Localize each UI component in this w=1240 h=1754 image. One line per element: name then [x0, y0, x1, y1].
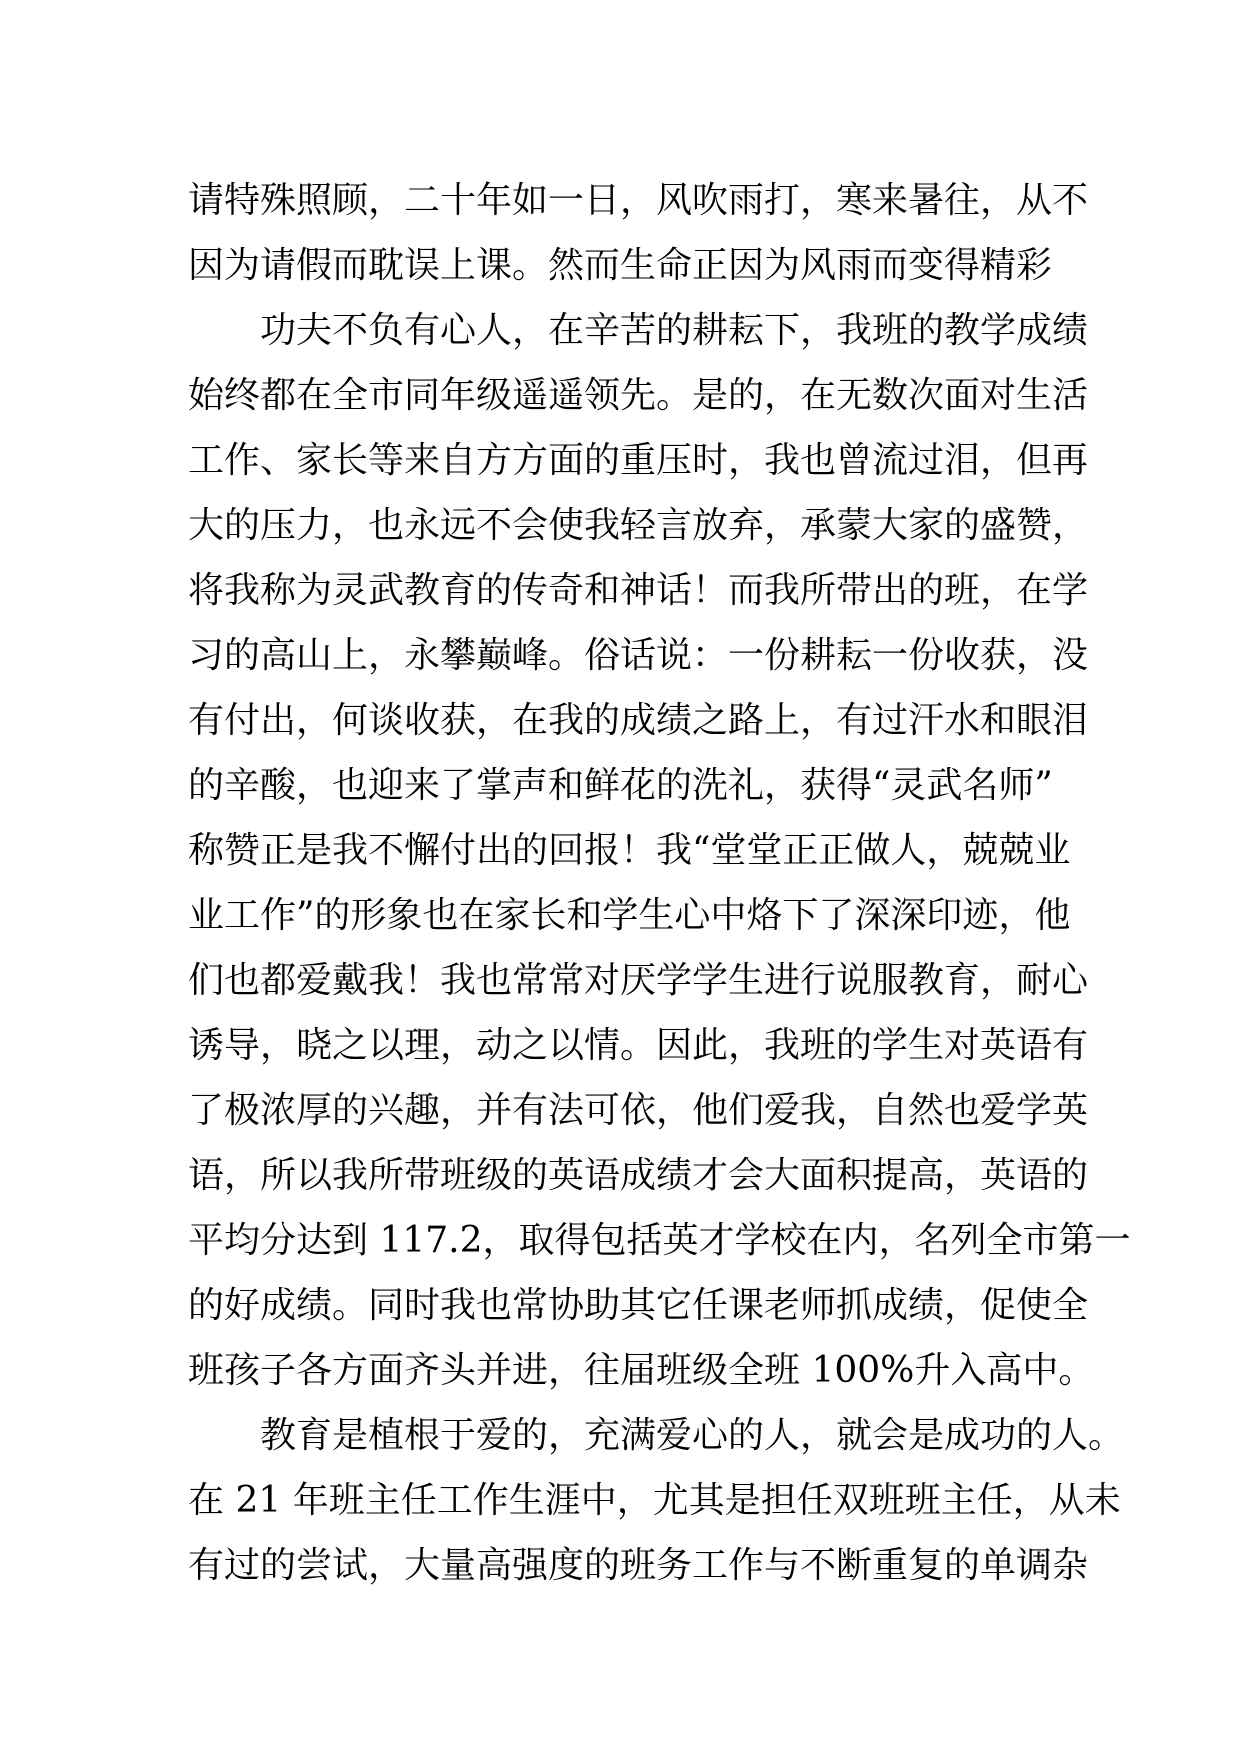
text-line: 语，所以我所带班级的英语成绩才会大面积提高，英语的 — [188, 1155, 1089, 1196]
text-line: 请特殊照顾，二十年如一日，风吹雨打，寒来暑往，从不 — [188, 180, 1089, 221]
text-line: 班孩子各方面齐头并进，往届班级全班 100%升入高中。 — [188, 1350, 1095, 1391]
text-line: 在 21 年班主任工作生涯中，尤其是担任双班班主任，从未 — [188, 1480, 1121, 1521]
text-line: 诱导，晓之以理，动之以情。因此，我班的学生对英语有 — [188, 1025, 1089, 1066]
text-line: 称赞正是我不懈付出的回报！我“堂堂正正做人，兢兢业 — [188, 830, 1071, 871]
text-line: 大的压力，也永远不会使我轻言放弃，承蒙大家的盛赞， — [188, 505, 1089, 546]
text-line: 始终都在全市同年级遥遥领先。是的，在无数次面对生活 — [188, 375, 1089, 416]
text-line: 平均分达到 117.2，取得包括英才学校在内，名列全市第一 — [188, 1220, 1131, 1261]
text-line: 的辛酸，也迎来了掌声和鲜花的洗礼，获得“灵武名师” — [188, 765, 1053, 806]
text-line: 有过的尝试，大量高强度的班务工作与不断重复的单调杂 — [188, 1545, 1089, 1586]
document-page — [188, 168, 1131, 1598]
text-line: 习的高山上，永攀巅峰。俗话说：一份耕耘一份收获，没 — [188, 635, 1089, 676]
text-line: 因为请假而耽误上课。然而生命正因为风雨而变得精彩 — [188, 245, 1053, 286]
text-line: 有付出，何谈收获，在我的成绩之路上，有过汗水和眼泪 — [188, 700, 1089, 741]
text-line: 工作、家长等来自方方面的重压时，我也曾流过泪，但再 — [188, 440, 1089, 481]
paragraph-start-line: 教育是植根于爱的，充满爱心的人，就会是成功的人。 — [260, 1415, 1125, 1456]
text-line: 们也都爱戴我！我也常常对厌学学生进行说服教育，耐心 — [188, 960, 1089, 1001]
text-line: 的好成绩。同时我也常协助其它任课老师抓成绩，促使全 — [188, 1285, 1089, 1326]
text-line: 了极浓厚的兴趣，并有法可依，他们爱我，自然也爱学英 — [188, 1090, 1089, 1131]
paragraph-start-line: 功夫不负有心人，在辛苦的耕耘下，我班的教学成绩 — [260, 310, 1089, 351]
text-line: 业工作”的形象也在家长和学生心中烙下了深深印迹，他 — [188, 895, 1071, 936]
text-line: 将我称为灵武教育的传奇和神话！而我所带出的班，在学 — [188, 570, 1089, 611]
